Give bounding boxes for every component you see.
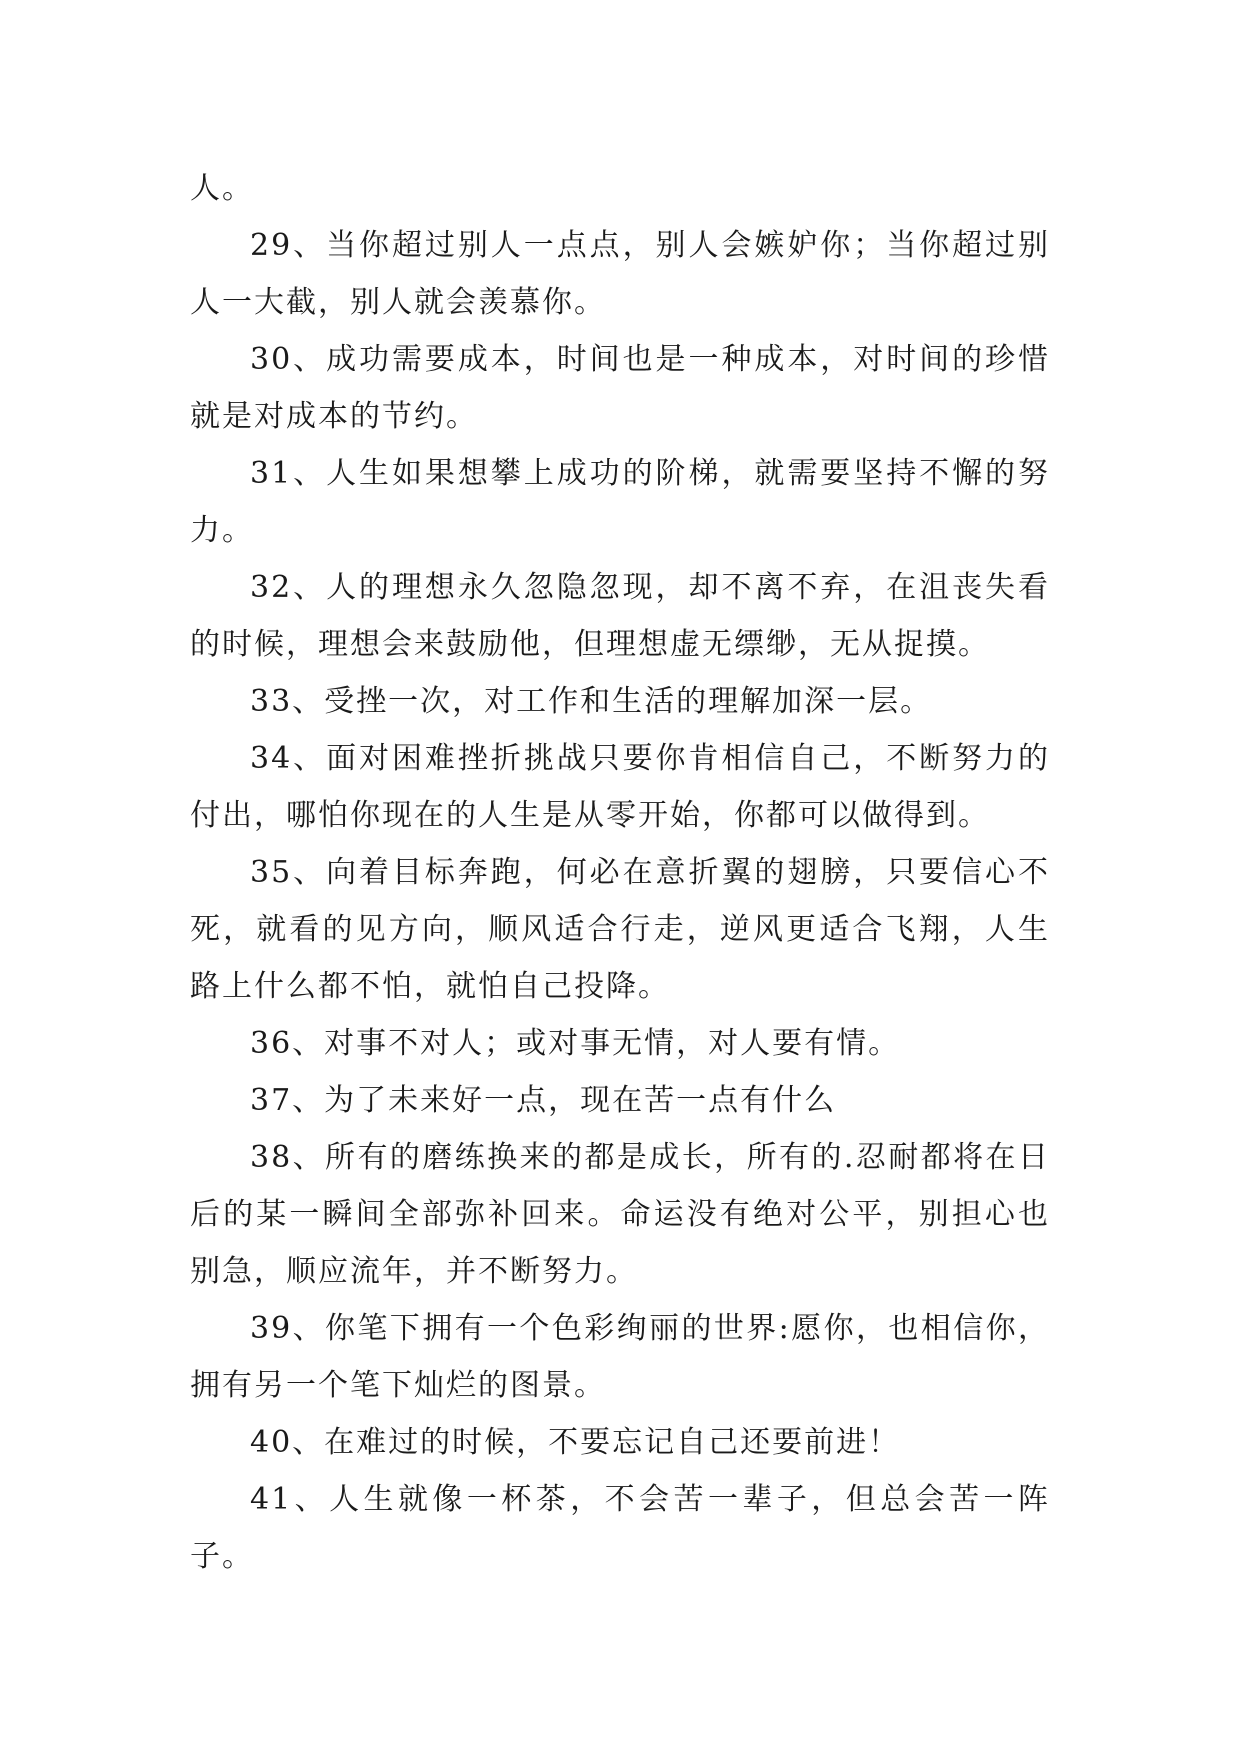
- paragraph-32: 32、人的理想永久忽隐忽现，却不离不弃，在沮丧失看的时候，理想会来鼓励他，但理想虚无缥缈，无从捉摸。: [190, 570, 1050, 662]
- paragraph-29: 29、当你超过别人一点点，别人会嫉妒你；当你超过别人一大截，别人就会羡慕你。: [190, 228, 1050, 320]
- paragraph-31: 31、人生如果想攀上成功的阶梯，就需要坚持不懈的努力。: [190, 456, 1050, 548]
- paragraph-39: 39、你笔下拥有一个色彩绚丽的世界:愿你，也相信你，拥有另一个笔下灿烂的图景。: [190, 1311, 1050, 1403]
- paragraph-30: 30、成功需要成本，时间也是一种成本，对时间的珍惜就是对成本的节约。: [190, 342, 1050, 434]
- paragraph-35: 35、向着目标奔跑，何必在意折翼的翅膀，只要信心不死，就看的见方向，顺风适合行走，逆风更适合飞翔，人生路上什么都不怕，就怕自己投降。: [190, 855, 1050, 1004]
- paragraph-continuation: 人。: [190, 171, 254, 206]
- paragraph-36: 36、对事不对人；或对事无情，对人要有情。: [250, 1026, 901, 1061]
- paragraph-41: 41、人生就像一杯茶，不会苦一辈子，但总会苦一阵子。: [190, 1482, 1050, 1574]
- paragraph-38: 38、所有的磨练换来的都是成长，所有的.忍耐都将在日后的某一瞬间全部弥补回来。命运没有绝对公平，别担心也别急，顺应流年，并不断努力。: [190, 1140, 1050, 1289]
- paragraph-33: 33、受挫一次，对工作和生活的理解加深一层。: [250, 684, 933, 719]
- paragraph-37: 37、为了未来好一点，现在苦一点有什么: [250, 1083, 837, 1118]
- paragraph-34: 34、面对困难挫折挑战只要你肯相信自己，不断努力的付出，哪怕你现在的人生是从零开始，你都可以做得到。: [190, 741, 1050, 833]
- document-body: [190, 160, 1050, 1585]
- paragraph-40: 40、在难过的时候，不要忘记自己还要前进！: [250, 1425, 901, 1460]
